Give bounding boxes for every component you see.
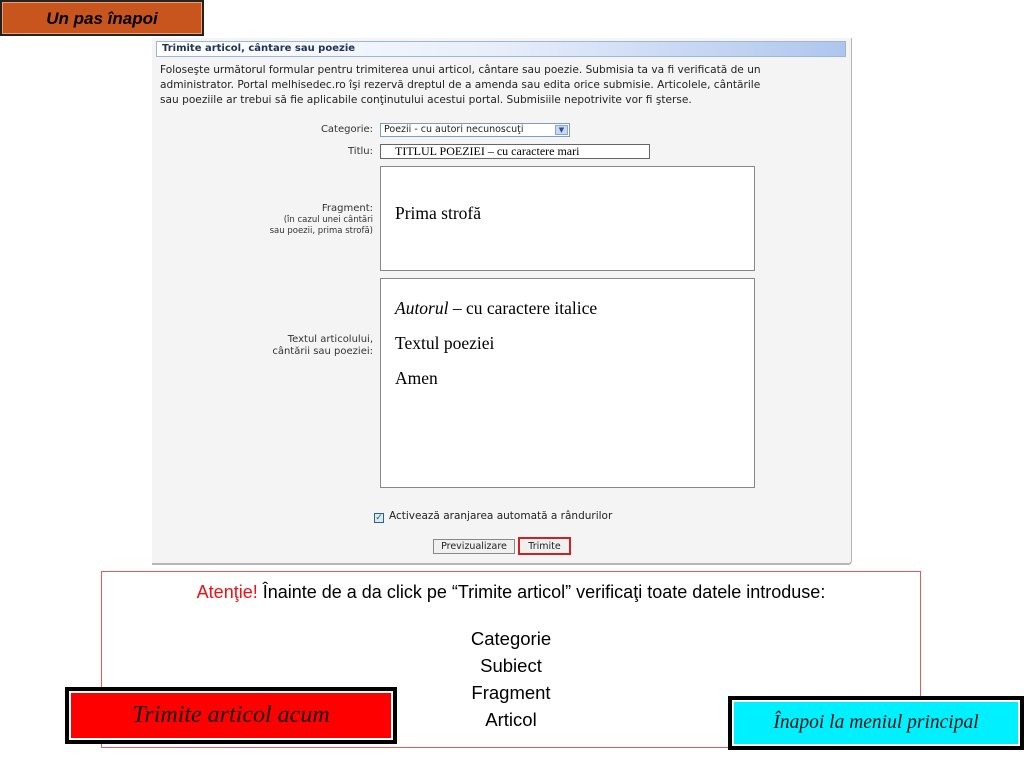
chevron-down-icon[interactable]: ▼ (555, 125, 568, 135)
category-label: Categorie: (320, 124, 373, 135)
intro-line: sau poeziile ar trebui să fie aplicabile conţinutului acestui portal. Submisiile nepotrivite vor fi şterse. (160, 94, 692, 106)
back-button[interactable]: Un pas înapoi (0, 0, 204, 36)
fragment-hint: sau poezii, prima strofă) (269, 226, 373, 236)
notice-headline (102, 582, 920, 603)
checklist-item: Categorie (470, 628, 552, 649)
send-article-now-label: Trimite articol acum (69, 691, 393, 740)
form-title: Trimite articol, cântare sau poezie (156, 41, 846, 57)
body-label: cântării sau poeziei: (272, 346, 373, 357)
autowrap-label: Activează aranjarea automată a rândurilor (389, 510, 613, 522)
body-line: Textul poeziei (395, 333, 495, 353)
checklist-item: Subiect (480, 655, 542, 676)
body-line: Amen (395, 368, 438, 388)
body-label: Textul articolului, (287, 334, 373, 345)
autowrap-row (374, 510, 612, 523)
notice-text: Înainte de a da click pe “Trimite articol” verificaţi toate datele introduse: (257, 582, 826, 602)
category-select[interactable] (380, 123, 570, 137)
main-menu-button[interactable] (728, 696, 1024, 750)
author-rest: – cu caractere italice (448, 298, 598, 318)
main-menu-label: Înapoi la meniul principal (732, 700, 1020, 746)
author-line (395, 296, 754, 320)
send-article-now-button[interactable] (65, 687, 397, 744)
title-input[interactable]: TITLUL POEZIEI – cu caractere mari (380, 144, 650, 159)
fragment-textarea[interactable] (380, 166, 755, 271)
intro-line: administrator. Portal melhisedec.ro îşi rezervă dreptul de a amenda sau edita orice submisie. Articolele, cântările (160, 79, 761, 91)
body-textarea[interactable] (380, 278, 755, 488)
intro-line: Foloseşte următorul formular pentru trimiterea unui articol, cântare sau poezie. Submisia ta va fi verificată de un (160, 64, 761, 76)
submit-button[interactable]: Trimite (518, 537, 571, 555)
fragment-label: Fragment: (321, 203, 373, 214)
warning-word: Atenţie! (196, 582, 258, 602)
category-selected-value: Poezii - cu autori necunoscuţi (384, 124, 524, 135)
title-label: Titlu: (348, 146, 373, 157)
fragment-hint: (în cazul unei cântări (283, 215, 373, 225)
author-word: Autorul (395, 298, 449, 318)
checklist-item: Articol (485, 709, 537, 730)
checklist-item: Fragment (471, 682, 551, 703)
submission-form-panel (152, 38, 852, 565)
form-intro (160, 63, 850, 108)
fragment-text: Prima strofă (395, 203, 482, 223)
preview-button[interactable]: Previzualizare (433, 539, 515, 554)
autowrap-checkbox[interactable]: ✓ (375, 513, 383, 523)
